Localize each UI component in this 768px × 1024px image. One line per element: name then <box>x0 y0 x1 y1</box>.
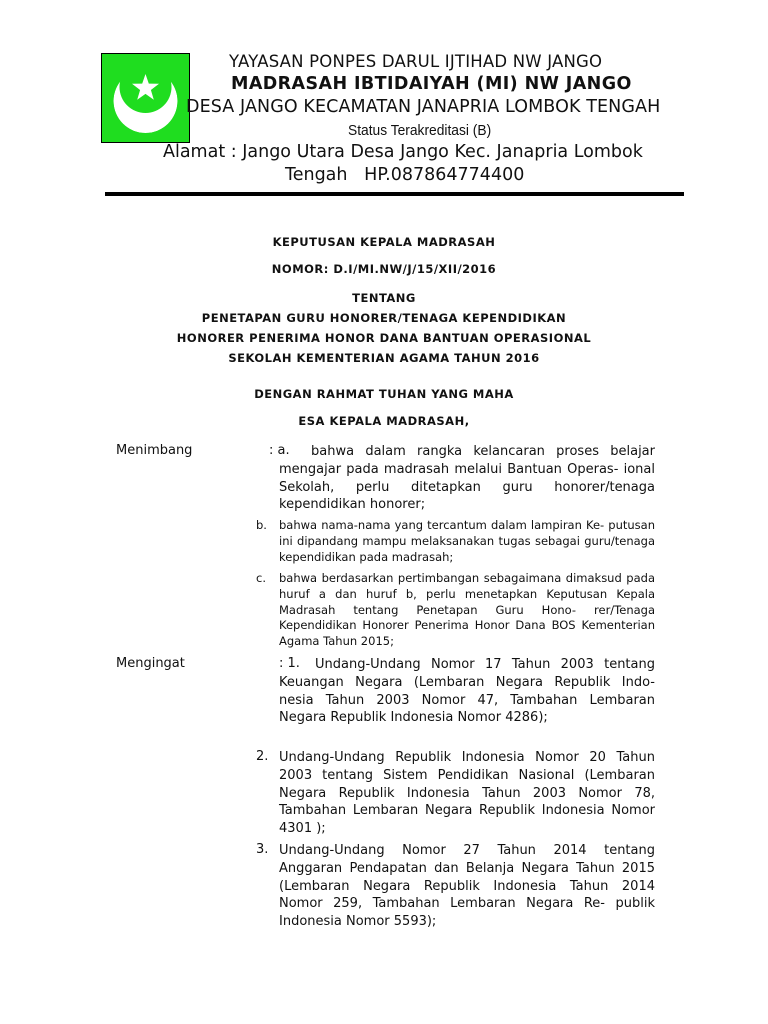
mengingat-2-text: Undang-Undang Republik Indonesia Nomor 20 Tahun 2003 tentang Sistem Pendidikan Nasional (Lembaran Negara Republik Indonesia Tahun 2003 Nomor 78, Tambahan Lembaran Negara Republik Indonesia Nomor 4301 ); <box>279 750 655 837</box>
subject-line-3: SEKOLAH KEMENTERIAN AGAMA TAHUN 2016 <box>228 351 540 365</box>
menimbang-c-marker: c. <box>256 571 266 585</box>
mengingat-1-marker: : 1. <box>279 656 300 671</box>
mengingat-1-text: Undang-Undang Nomor 17 Tahun 2003 tentang Keuangan Negara (Lembaran Negara Republik Indo- nesia Tahun 2003 Nomor 47, Tambahan Lembaran Negara Republik Indonesia Nomor 4286); <box>279 657 655 726</box>
subject-line-1: PENETAPAN GURU HONORER/TENAGA KEPENDIDIKAN <box>201 311 567 325</box>
mengingat-3-text: Undang-Undang Nomor 27 Tahun 2014 tentang Anggaran Pendapatan dan Belanja Negara Tahun 2015 (Lembaran Negara Republik Indonesia Tahun 2014 Nomor 259, Tambahan Lembaran Negara Re- publik Indonesia Nomor 5593); <box>279 843 655 930</box>
mengingat-2-marker: 2. <box>256 749 269 764</box>
foundation-name: YAYASAN PONPES DARUL IJTIHAD NW JANGO <box>229 52 603 71</box>
mengingat-label: Mengingat <box>116 656 185 671</box>
subject-line-2: HONORER PENERIMA HONOR DANA BANTUAN OPERASIONAL <box>176 331 592 345</box>
school-logo <box>101 53 190 143</box>
about-heading: TENTANG <box>352 291 416 305</box>
menimbang-a-marker: : a. <box>269 443 290 458</box>
address-line-2: Tengah HP.087864774400 <box>285 165 525 185</box>
menimbang-label: Menimbang <box>116 443 193 458</box>
accreditation-status: Status Terakreditasi (B) <box>348 122 492 139</box>
school-location: DESA JANGO KECAMATAN JANAPRIA LOMBOK TENGAH <box>186 97 661 117</box>
letterhead-divider <box>105 192 684 196</box>
menimbang-b-text: bahwa nama-nama yang tercantum dalam lampiran Ke- putusan ini dipandang mampu melaksanakan tugas sebagai guru/tenaga kependidikan pada madrasah; <box>279 518 655 564</box>
address-line-1: Alamat : Jango Utara Desa Jango Kec. Janapria Lombok <box>163 142 643 162</box>
menimbang-b-marker: b. <box>256 518 267 532</box>
decree-number: NOMOR: D.I/MI.NW/J/15/XII/2016 <box>271 262 497 276</box>
blessing-line-2: ESA KEPALA MADRASAH, <box>298 414 470 428</box>
menimbang-a-text: bahwa dalam rangka kelancaran proses belajar mengajar pada madrasah melalui Bantuan Operas- ional Sekolah, perlu ditetapkan guru honorer/tenaga kependidikan honorer; <box>279 444 655 513</box>
crescent-star-icon <box>102 54 189 142</box>
decree-title: KEPUTUSAN KEPALA MADRASAH <box>272 235 496 249</box>
mengingat-3-marker: 3. <box>256 842 269 857</box>
menimbang-c-text: bahwa berdasarkan pertimbangan sebagaimana dimaksud pada huruf a dan huruf b, perlu menetapkan Keputusan Kepala Madrasah tentang Penetapan Guru Hono- rer/Tenaga Kependidikan Honorer Penerima Honor Dana BOS Kementerian Agama Tahun 2015; <box>279 571 655 649</box>
blessing-line-1: DENGAN RAHMAT TUHAN YANG MAHA <box>254 387 514 401</box>
school-name: MADRASAH IBTIDAIYAH (MI) NW JANGO <box>231 74 632 94</box>
